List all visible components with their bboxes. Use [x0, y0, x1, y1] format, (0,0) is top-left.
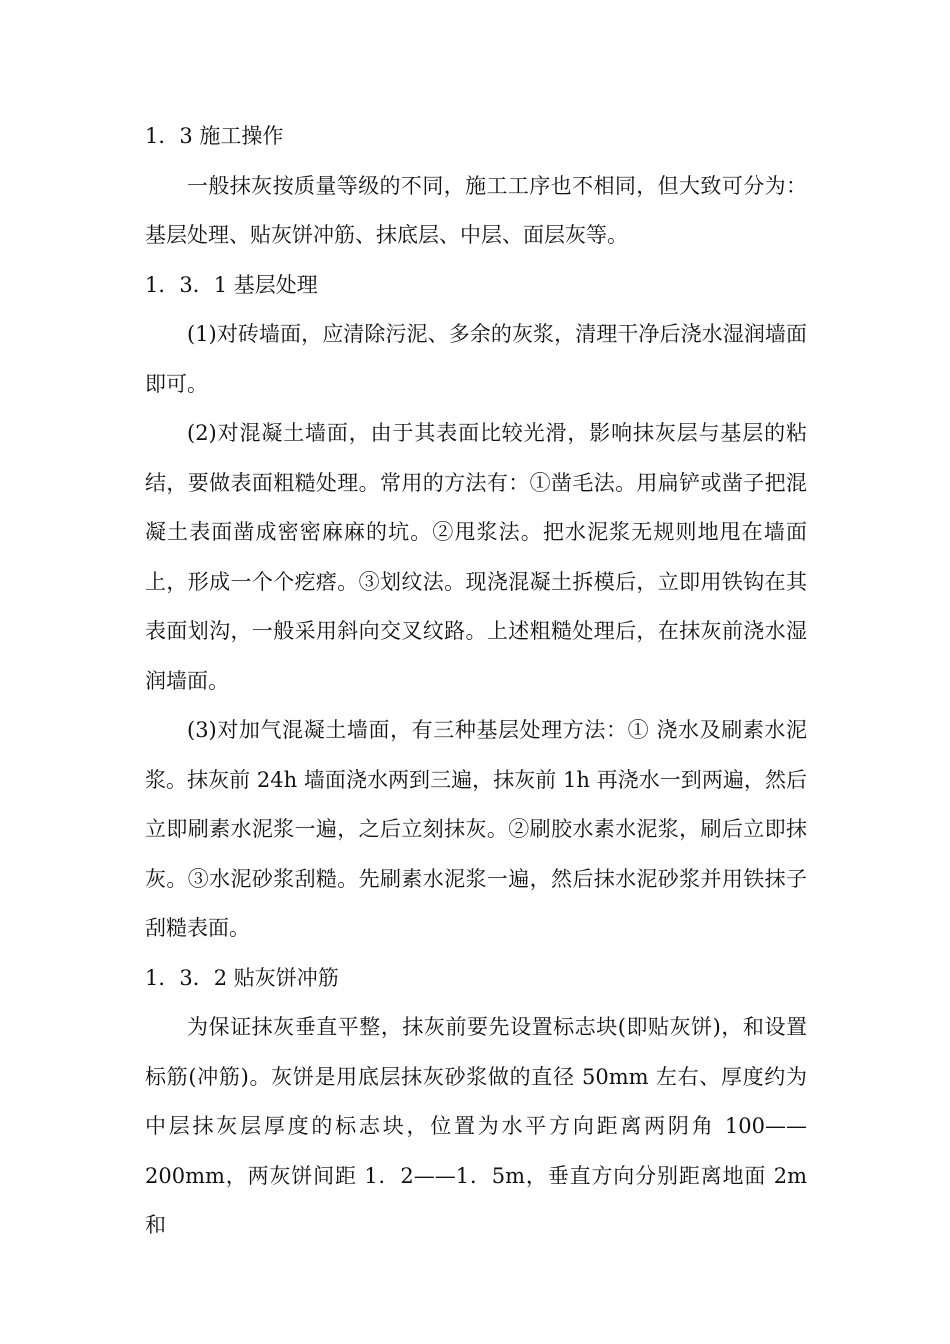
section-heading-1-3: 1．3 施工操作: [145, 124, 284, 148]
paragraph-brick-wall: (1)对砖墙面，应清除污泥、多余的灰浆，清理干净后浇水湿润墙面即可。: [145, 322, 807, 396]
document-body: [145, 112, 807, 1251]
paragraph-aerated-concrete-wall: (3)对加气混凝土墙面，有三种基层处理方法：① 浇水及刷素水泥浆。抹灰前 24h 墙面浇水两到三遍，抹灰前 1h 再浇水一到两遍，然后立即刷素水泥浆一遍，之后立刻抹灰。②刷胶水素水泥浆，刷后立即抹灰。③水泥砂浆刮糙。先刷素水泥浆一遍，然后抹水泥砂浆并用铁抹子刮糙表面。: [145, 718, 807, 940]
paragraph-concrete-wall: (2)对混凝土墙面，由于其表面比较光滑，影响抹灰层与基层的粘结，要做表面粗糙处理。常用的方法有：①凿毛法。用扁铲或凿子把混凝土表面凿成密密麻麻的坑。②甩浆法。把水泥浆无规则地甩在墙面上，形成一个个疙瘩。③划纹法。现浇混凝土拆模后，立即用铁钩在其表面划沟，一般采用斜向交叉纹路。上述粗糙处理后，在抹灰前浇水湿润墙面。: [145, 421, 807, 693]
section-heading-1-3-2: 1．3．2 贴灰饼冲筋: [145, 965, 339, 990]
section-heading-1-3-1: 1．3．1 基层处理: [145, 272, 318, 297]
paragraph-plaster-markers: 为保证抹灰垂直平整，抹灰前要先设置标志块(即贴灰饼)，和设置标筋(冲筋)。灰饼是用底层抹灰砂浆做的直径 50mm 左右、厚度约为中层抹灰层厚度的标志块，位置为水平方向距离两阴角 100——200mm，两灰饼间距 1．2——1．5m，垂直方向分别距离地面 2m 和: [145, 1015, 807, 1237]
paragraph-intro: 一般抹灰按质量等级的不同，施工工序也不相同，但大致可分为：基层处理、贴灰饼冲筋、抹底层、中层、面层灰等。: [145, 173, 807, 247]
